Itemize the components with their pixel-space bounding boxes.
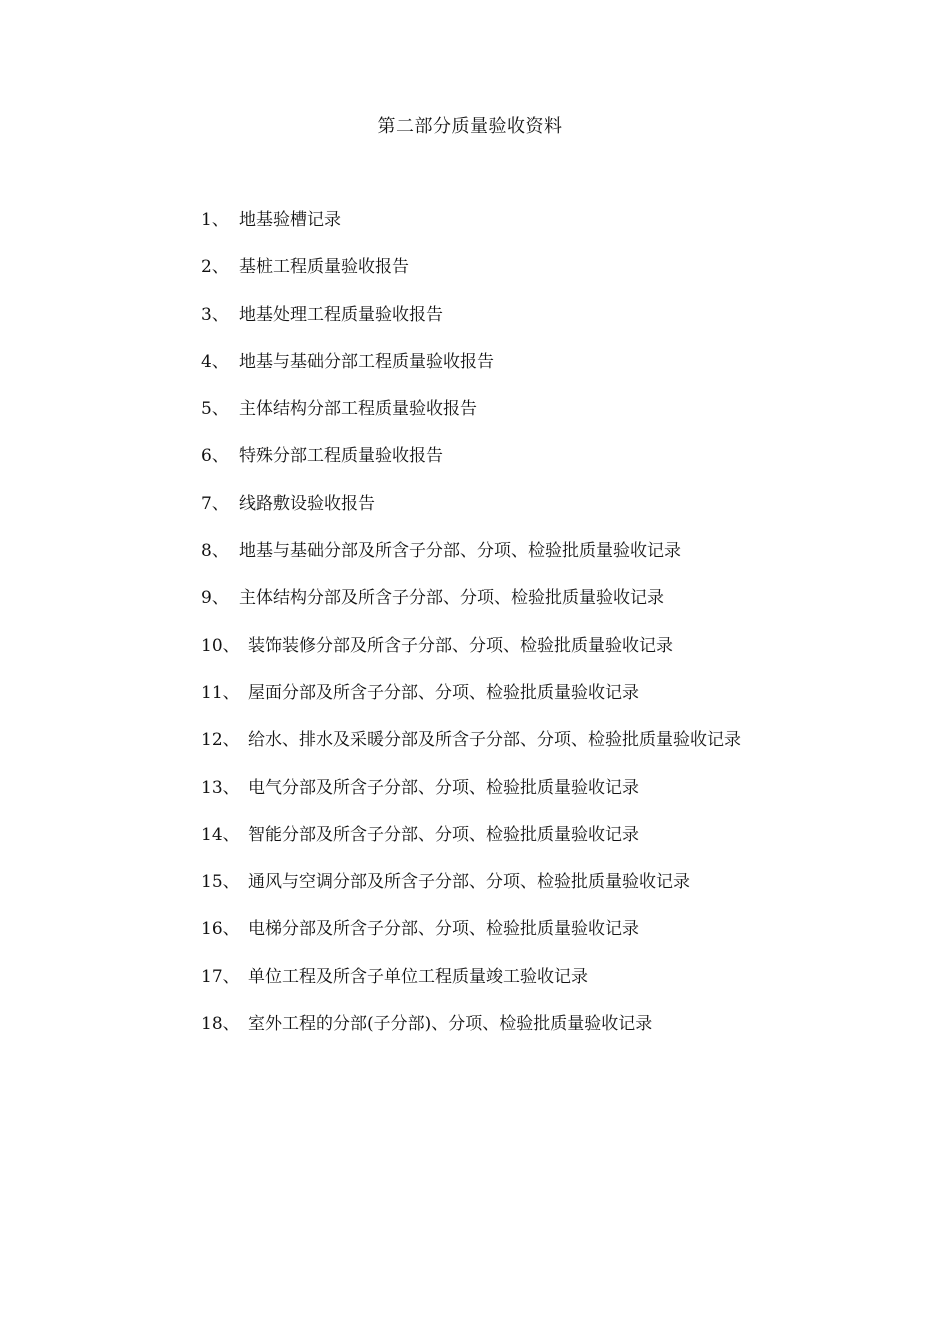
list-item [201,538,861,585]
list-item [201,964,861,1011]
list-item-number: 10、 [201,635,240,656]
list-item [201,302,861,349]
list-item-number: 8、 [201,541,229,562]
list-item [201,1011,861,1058]
list-item-number: 16、 [201,919,240,940]
list-item-number: 4、 [201,351,229,372]
list-item [201,585,861,632]
list-item [201,916,861,963]
list-item [201,443,861,490]
list-item-text: 电梯分部及所含子分部、分项、检验批质量验收记录 [248,919,639,940]
list-item-number: 5、 [201,399,229,420]
list-item-number: 9、 [201,588,229,609]
list-item-text: 地基与基础分部工程质量验收报告 [239,351,494,372]
list-item [201,207,861,254]
list-item-number: 2、 [201,257,229,278]
list-item [201,633,861,680]
list-item [201,727,861,774]
list-item-text: 屋面分部及所含子分部、分项、检验批质量验收记录 [248,682,639,703]
list-item-number: 7、 [201,493,229,514]
list-item [201,254,861,301]
list-item [201,491,861,538]
list-item-text: 单位工程及所含子单位工程质量竣工验收记录 [248,966,588,987]
list-item-number: 12、 [201,730,240,751]
list-item-text: 特殊分部工程质量验收报告 [239,446,443,467]
page-title: 第二部分质量验收资料 [377,116,563,137]
list-item [201,349,861,396]
list-item-number: 3、 [201,304,229,325]
list-item-text: 基桩工程质量验收报告 [239,257,409,278]
list-item-number: 6、 [201,446,229,467]
list-item-number: 13、 [201,777,240,798]
list-item-number: 11、 [201,682,240,703]
list-item-text: 地基验槽记录 [239,210,341,230]
list-item-text: 线路敷设验收报告 [239,493,375,514]
list-item-text: 装饰装修分部及所含子分部、分项、检验批质量验收记录 [248,635,673,656]
list-item [201,822,861,869]
list-item-number: 17、 [201,966,240,987]
list-item-text: 地基与基础分部及所含子分部、分项、检验批质量验收记录 [239,541,681,562]
list-item-text: 电气分部及所含子分部、分项、检验批质量验收记录 [248,777,639,798]
list-item-text: 室外工程的分部(子分部)、分项、检验批质量验收记录 [248,1014,653,1035]
list-item-number: 14、 [201,824,240,845]
list-item [201,396,861,443]
list-item-text: 智能分部及所含子分部、分项、检验批质量验收记录 [248,824,639,845]
list-item [201,775,861,822]
list-item-text: 通风与空调分部及所含子分部、分项、检验批质量验收记录 [248,872,690,893]
list-item-number: 15、 [201,872,240,893]
list-item [201,680,861,727]
list-item-text: 给水、排水及采暖分部及所含子分部、分项、检验批质量验收记录 [248,730,741,751]
list-item-text: 主体结构分部工程质量验收报告 [239,399,477,420]
list-item-number: 1、 [201,210,229,230]
list-item-text: 主体结构分部及所含子分部、分项、检验批质量验收记录 [239,588,664,609]
list-item-number: 18、 [201,1014,240,1035]
list-item [201,869,861,916]
list-item-text: 地基处理工程质量验收报告 [239,304,443,325]
toc-list [201,207,861,1058]
